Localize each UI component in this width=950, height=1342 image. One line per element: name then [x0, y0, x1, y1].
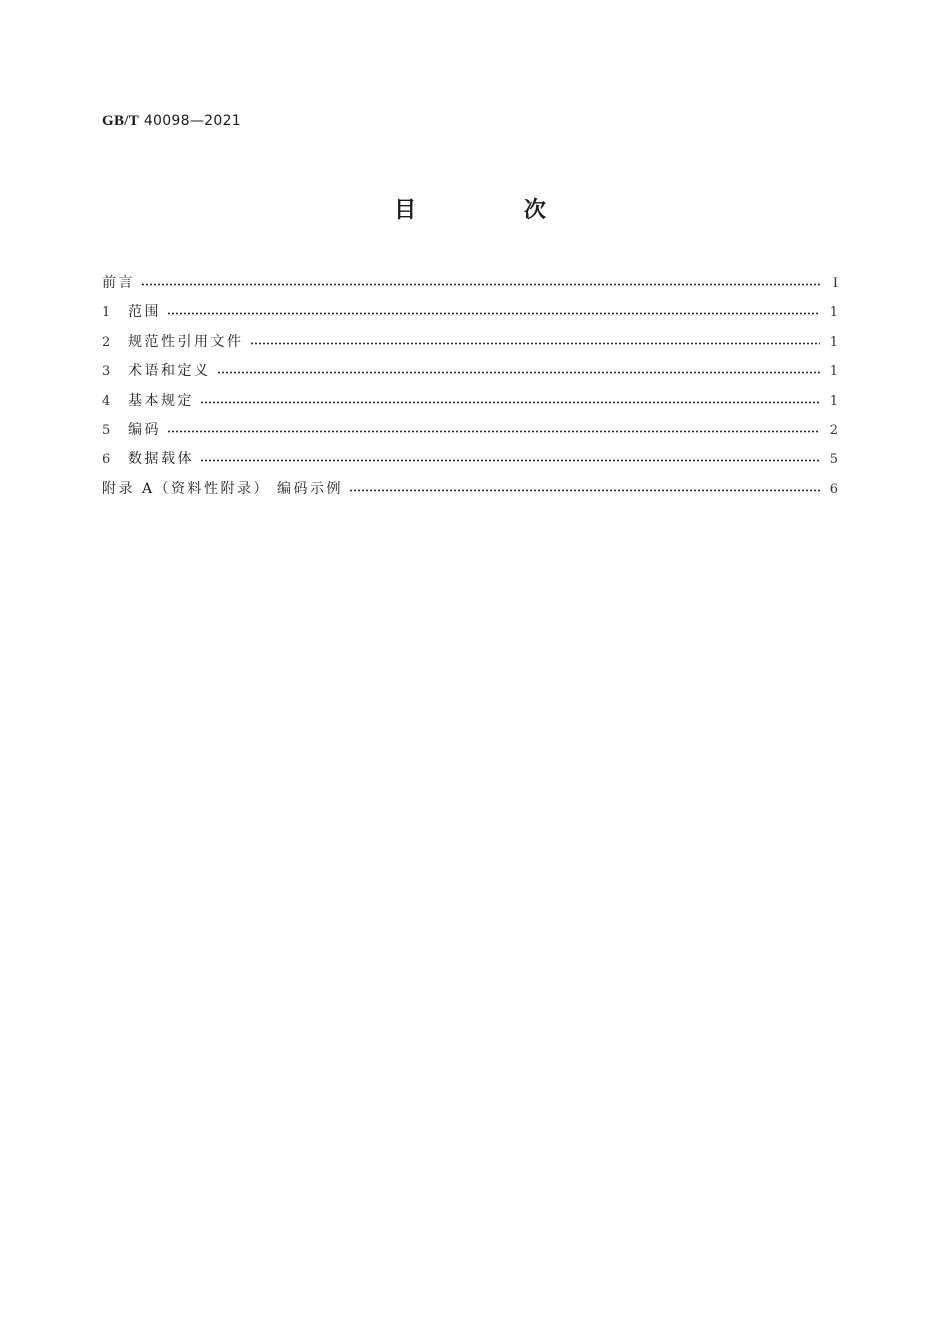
toc-page-number: 5	[829, 452, 838, 468]
toc-dot-leader	[349, 479, 820, 493]
toc-entry-text: 前言	[102, 275, 135, 291]
toc-entry-text: 规范性引用文件	[128, 333, 244, 350]
toc-section-number: 6	[102, 452, 111, 468]
toc-section-number: 5	[102, 422, 111, 438]
toc-entry-text: 术语和定义	[128, 363, 211, 380]
toc-entry-foreword[interactable]	[102, 272, 838, 301]
toc-section-number: 4	[102, 393, 111, 409]
toc-entry-data-carrier[interactable]	[102, 448, 838, 477]
toc-entry-text: 附录 A（资料性附录） 编码示例	[102, 480, 344, 497]
toc-section-number: 2	[102, 334, 111, 350]
toc-entry-basic-provisions[interactable]	[102, 390, 838, 419]
toc-dot-leader	[250, 332, 821, 346]
toc-section-number: 1	[102, 305, 111, 321]
toc-page-number: 6	[829, 481, 838, 497]
toc-entry-text: 编码	[128, 421, 161, 438]
toc-entry-scope[interactable]	[102, 301, 838, 330]
toc-entry-normative-references[interactable]	[102, 331, 838, 360]
table-of-contents	[102, 272, 838, 507]
toc-entry-annex-a[interactable]	[102, 478, 838, 507]
standard-code-number: 40098—2021	[143, 113, 241, 129]
toc-entry-terms-definitions[interactable]	[102, 360, 838, 389]
toc-page-number: 1	[829, 334, 838, 350]
standard-code	[102, 113, 241, 130]
toc-entry-coding[interactable]	[102, 419, 838, 448]
toc-page-number: Ⅰ	[832, 276, 838, 291]
toc-page-number: 1	[829, 364, 838, 380]
toc-page-number: 2	[829, 422, 838, 438]
standard-code-prefix: GB/T	[102, 113, 140, 129]
toc-dot-leader	[141, 273, 820, 287]
toc-dot-leader	[217, 361, 821, 375]
toc-title: 目 次	[394, 198, 596, 223]
toc-dot-leader	[167, 302, 820, 316]
toc-page-number: 1	[829, 393, 838, 409]
toc-dot-leader	[167, 420, 820, 434]
toc-page-number: 1	[829, 305, 838, 321]
toc-section-number: 3	[102, 364, 111, 380]
toc-entry-text: 范围	[128, 304, 161, 321]
toc-dot-leader	[200, 449, 820, 463]
toc-entry-text: 基本规定	[128, 392, 194, 409]
toc-entry-text: 数据载体	[128, 451, 194, 468]
toc-dot-leader	[200, 391, 820, 405]
